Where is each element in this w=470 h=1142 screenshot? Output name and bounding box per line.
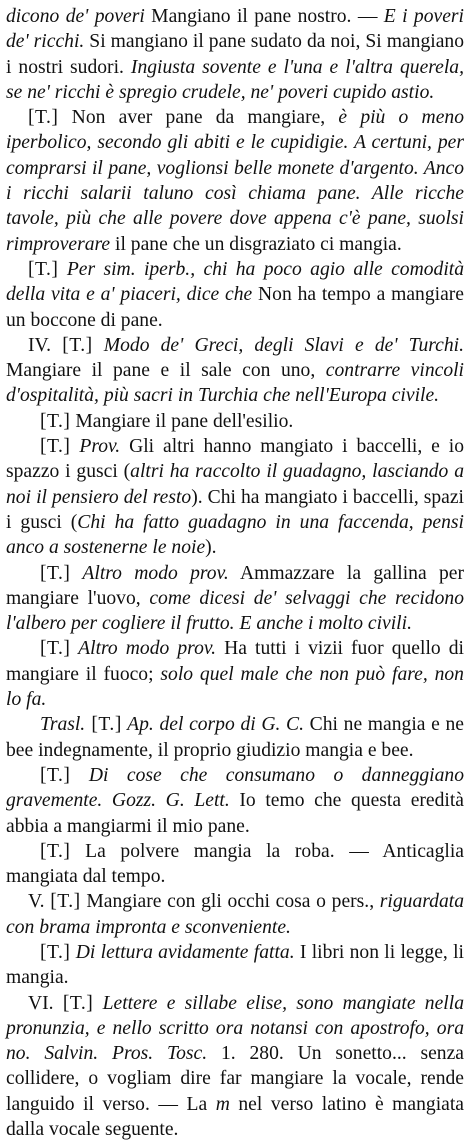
- italic-text: Di lettura avidamente fatta.: [70, 941, 295, 963]
- text-run: Mangiare con gli occhi cosa o pers.,: [80, 891, 380, 913]
- italic-text: Chi ha fatto guadagno in una faccenda, pensi anco a sostenerne le noie: [6, 511, 464, 559]
- italic-text: Ingiusta sovente e l'una e l'altra querela, se ne' ricchi è spregio crudele, ne' poveri cupido astio.: [6, 56, 464, 103]
- text-run: VI.: [28, 992, 63, 1014]
- italic-text: Ap. del corpo di G. C.: [121, 714, 305, 736]
- text-run: ).: [205, 537, 217, 559]
- source-tag: [T.]: [40, 941, 71, 963]
- source-tag: [T.]: [40, 436, 71, 458]
- source-tag: [T.]: [62, 334, 93, 356]
- source-tag: [T.]: [40, 410, 71, 432]
- entry-paragraph: [6, 409, 464, 434]
- text-run: Ammazzare la gallina per mangiare l'uovo,: [6, 562, 464, 609]
- text-run: Gli altri hanno mangiato i baccelli, e io spazzo i gusci (: [6, 436, 464, 483]
- entry-paragraph: [6, 940, 464, 991]
- text-run: V.: [28, 891, 51, 913]
- italic-text: Per sim. iperb., chi ha poco agio alle comodità della vita e a' piaceri, dice che: [6, 258, 464, 306]
- source-tag: [T.]: [85, 714, 122, 736]
- text-run: Io temo che questa eredità abbia a mangiarmi il mio pane.: [6, 790, 464, 837]
- text-run: il pane che un disgraziato ci mangia.: [110, 233, 402, 255]
- text-run: Mangiano il pane nostro. —: [144, 6, 384, 27]
- text-run: Si mangiano il pane sudato da noi, Si mangiano i nostri sudori.: [6, 31, 464, 78]
- text-run: IV.: [28, 334, 63, 356]
- entry-paragraph: [6, 434, 464, 560]
- entry-text-body: [6, 4, 464, 1142]
- italic-text: solo quel male che non può fare, non lo fa.: [6, 663, 464, 711]
- entry-paragraph: [6, 763, 464, 839]
- text-run: La polvere mangia la roba. — Anticaglia mangiata dal tempo.: [6, 840, 464, 888]
- entry-paragraph: [6, 257, 464, 333]
- source-tag: [T.]: [40, 764, 71, 786]
- italic-text: Trasl.: [40, 714, 86, 736]
- text-run: Mangiare il pane dell'esilio.: [70, 410, 294, 432]
- italic-text: m: [215, 1093, 230, 1115]
- italic-text: come dicesi de' selvaggi che recidono l'albero per cogliere il frutto. E anche i molto civili.: [6, 587, 464, 635]
- italic-text: contrarre vincoli d'ospitalità, più sacri in Turchia che nell'Europa civile.: [6, 360, 465, 407]
- entry-paragraph: [6, 333, 464, 409]
- text-run: Non aver pane da mangiare,: [58, 107, 339, 129]
- italic-text: E i poveri de' ricchi.: [6, 6, 464, 53]
- italic-text: Modo de' Greci, degli Slavi e de' Turchi.: [92, 334, 464, 356]
- italic-text: è più o meno iperbolico, secondo gli abiti e le cupidigie. A certuni, per comprarsi il pane, voglionsi belle monete d'argento. Anco i ricchi salarii taluno così chiama pane. Alle ricche tavole, più che alle povere dove appena c'è pane, suolsi rimproverare: [6, 107, 465, 255]
- entry-paragraph: [6, 636, 464, 712]
- italic-text: altri ha raccolto il guadagno, lasciando a noi il pensiero del resto: [6, 461, 464, 508]
- entry-paragraph: [6, 839, 464, 890]
- italic-text: Prov.: [70, 436, 121, 458]
- italic-text: Altro modo prov.: [70, 638, 217, 660]
- source-tag: [T.]: [40, 562, 71, 584]
- source-tag: [T.]: [40, 638, 71, 660]
- entry-paragraph: [6, 105, 464, 257]
- source-tag: [T.]: [62, 992, 94, 1014]
- text-run: nel verso latino è mangiata dalla vocale seguente.: [6, 1093, 464, 1141]
- italic-text: riguardata con brama impronta e sconveniente.: [6, 891, 464, 938]
- source-tag: [T.]: [40, 840, 71, 862]
- italic-text: Lettere e sillabe elise, sono mangiate nella pronunzia, e nello scritto ora notansi con apostrofo, ora no. Salvin. Pros. Tosc.: [6, 992, 464, 1065]
- italic-text: Altro modo prov.: [70, 562, 229, 584]
- entry-paragraph: [6, 991, 464, 1142]
- text-run: Mangiare il pane e il sale con uno,: [6, 360, 326, 382]
- source-tag: [T.]: [28, 107, 59, 129]
- text-run: ). Chi ha mangiato i baccelli, spazi i gusci (: [6, 486, 465, 533]
- text-run: 1. 280. Un sonetto... senza collidere, o vogliam dire far mangiare la vocale, rende languido il verso. — La: [6, 1043, 464, 1115]
- source-tag: [T.]: [28, 258, 59, 280]
- entry-paragraph: [6, 561, 464, 637]
- italic-text: dicono de' poveri: [6, 6, 145, 27]
- entry-paragraph: [6, 4, 464, 105]
- entry-paragraph: [6, 712, 464, 763]
- text-run: Chi ne mangia e ne bee indegnamente, il proprio giudizio mangia e bee.: [6, 714, 464, 761]
- source-tag: [T.]: [50, 891, 81, 913]
- italic-text: Di cose che consumano o danneggiano gravemente. Gozz. G. Lett.: [6, 764, 464, 812]
- entry-paragraph: [6, 889, 464, 940]
- text-run: Ha tutti i vizii fuor quello di mangiare il fuoco;: [6, 638, 464, 685]
- text-run: I libri non li legge, li mangia.: [6, 941, 464, 989]
- text-run: Non ha tempo a mangiare un boccone di pane.: [6, 284, 465, 331]
